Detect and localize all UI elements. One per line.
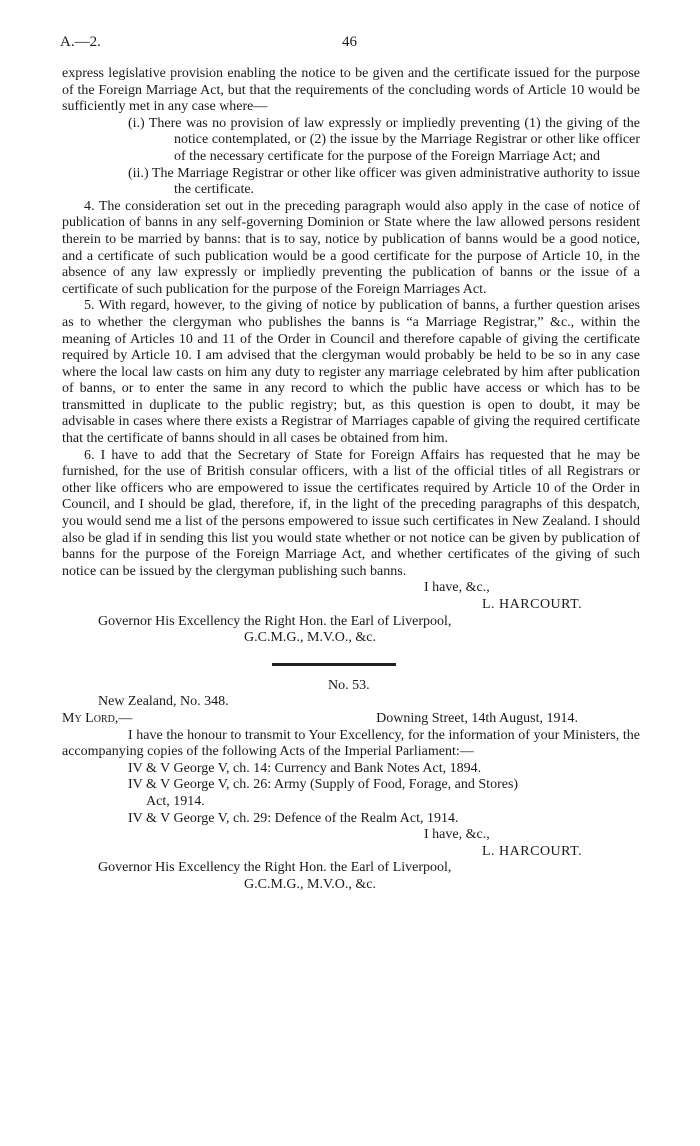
paragraph-4: 4. The consideration set out in the preceding paragraph would also apply in the case of notice of publication of banns in any self-governing Dominion or State where the law allowed persons resident therein to be married by banns: that is to say, notice by publication of banns would be a good notice, and a certificate of such publication would be a good certificate for the purpose of Article 10, in the absence of any law expressly or impliedly preventing the publication of banns or the issue of a certificate of such publication for the purpose of the Foreign Marriages Act. — [62, 198, 640, 297]
act-title: Currency and Bank Notes Act, 1894. — [274, 760, 482, 776]
document-body — [62, 66, 640, 894]
nz-reference: New Zealand, No. 348. — [98, 694, 229, 710]
act-ref: IV & V George V, ch. 26: — [128, 777, 272, 793]
act-ref: IV & V George V, ch. 29: — [128, 810, 272, 826]
act-ref: IV & V George V, ch. 14: — [128, 760, 272, 776]
paragraph-intro: express legislative provision enabling the notice to be given and the certificate issued for the purpose of the Foreign Marriage Act, but that the requirements of the concluding words of Article 10 would be sufficiently met in any case where— — [62, 66, 640, 115]
act-title: Defence of the Realm Act, 1914. — [274, 810, 459, 826]
act-item — [62, 811, 640, 828]
paragraph-5: 5. With regard, however, to the giving of notice by publication of banns, a further question arises as to whether the clergyman who publishes the banns is “a Marriage Registrar,” &c., within the meaning of Articles 10 and 11 of the Order in Council and therefore capable of giving the certificate required by Article 10. I am advised that the clergyman would probably be held to be so in any case where the local law casts on him any duty to register any marriage celebrated by him after publication of banns, or to enter the same in any record to which the public have access or which has to be transmitted in duplicate to the public registry; but, as this question is open to doubt, it may be advisable in cases where there exists a Registrar of Marriages capable of giving the required certificate that the certificate of banns should in all cases be obtained from him. — [62, 298, 640, 447]
addressee-line: Governor His Excellency the Right Hon. the Earl of Liverpool, — [98, 860, 452, 876]
page-number: 46 — [342, 34, 357, 50]
closing-formula: I have, &c., — [424, 580, 490, 596]
list-item-ii: (ii.) The Marriage Registrar or other like officer was given administrative authority to issue the certificate. — [128, 165, 640, 198]
list-item-i: (i.) There was no provision of law expressly or impliedly preventing (1) the giving of the notice contemplated, or (2) the issue by the Marriage Registrar or other like officer of the necessary certificate for the purpose of the Foreign Marriage Act; and — [128, 115, 640, 164]
addressee-line: Governor His Excellency the Right Hon. the Earl of Liverpool, — [98, 613, 452, 629]
act-title: Army (Supply of Food, Forage, and Stores) — [273, 777, 519, 793]
addressee-honours: G.C.M.G., M.V.O., &c. — [244, 876, 376, 892]
signature: L. HARCOURT. — [482, 843, 583, 859]
document-reference: A.—2. — [60, 34, 101, 50]
signature: L. HARCOURT. — [482, 597, 583, 612]
salutation-row — [62, 711, 640, 728]
despatch-body: I have the honour to transmit to Your Excellency, for the information of your Ministers, the accompanying copies of the following Acts of the Imperial Parliament:— — [62, 727, 640, 760]
paragraph-6: 6. I have to add that the Secretary of State for Foreign Affairs has requested that he may be furnished, for the use of British consular officers, with a list of the official titles of all Registrars or other like officers who are empowered to issue the certificates required by Article 10 of the Order in Council, and I should be glad, therefore, if, in the light of the preceding paragraphs of this despatch, you would send me a list of the persons empowered to issue such certificates in New Zealand. I should also be glad if in sending this list you would state whether or not notice can be given by publication of banns for the purpose of the Foreign Marriage Act, and whether certificates of the giving of such notice can be issued by the clergyman publishing such banns. — [62, 447, 640, 579]
salutation: My Lord,— — [62, 710, 133, 726]
despatch-number: No. 53. — [328, 677, 370, 693]
act-item — [62, 777, 640, 794]
act-title-continuation: Act, 1914. — [146, 793, 205, 809]
section-divider — [272, 663, 396, 666]
place-date: Downing Street, 14th August, 1914. — [376, 710, 578, 726]
act-item — [62, 761, 640, 778]
addressee-honours: G.C.M.G., M.V.O., &c. — [244, 630, 376, 646]
closing-formula: I have, &c., — [424, 827, 490, 843]
